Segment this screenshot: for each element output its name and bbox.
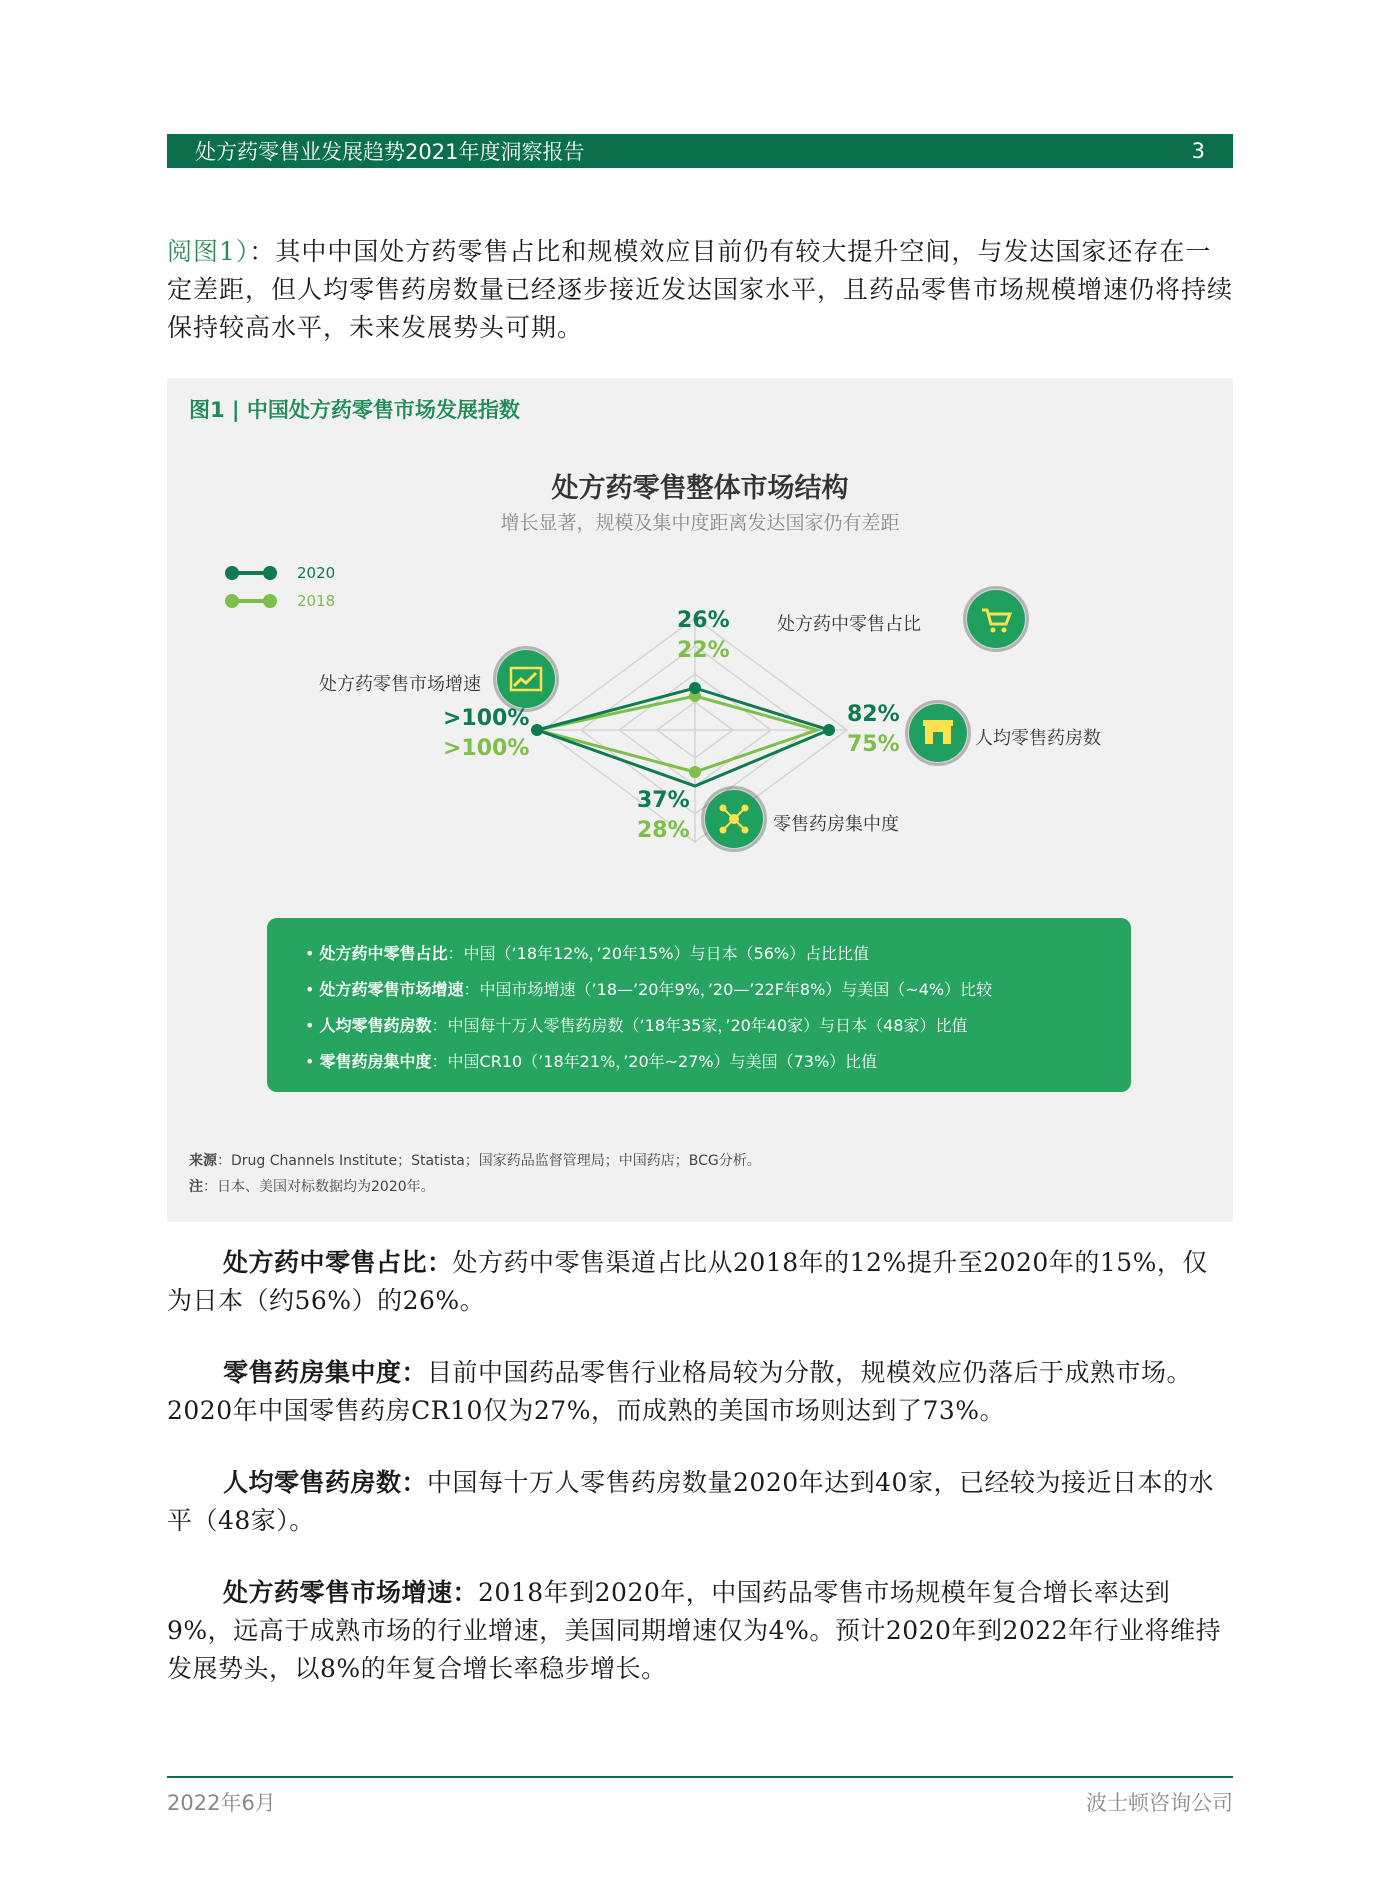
info-text: ：中国（’18年12%，’20年15%）与日本（56%）占比比值 (447, 944, 870, 963)
info-item: • 处方药零售市场增速：中国市场增速（’18—’20年9%，’20—’22F年8%）与美国（~4%）比较 (305, 980, 993, 999)
header-bar (167, 134, 1233, 168)
concentration-label: 零售药房集中度 (773, 814, 899, 835)
source-line (189, 1150, 761, 1170)
radar-point-2018-concentration (689, 766, 701, 778)
paragraph-text: 中国每十万人零售药房数量2020年达到40家，已经较为接近日本的水平（48家）。 (167, 1468, 1214, 1535)
info-item: • 人均零售药房数：中国每十万人零售药房数（’18年35家，’20年40家）与日本（48家）比值 (305, 1016, 968, 1035)
chart-title: 处方药零售整体市场结构 (551, 473, 849, 504)
cart-icon (967, 590, 1025, 648)
radar-series-2018 (537, 696, 817, 772)
legend-label-2018: 2018 (297, 592, 336, 610)
note-line (189, 1176, 435, 1196)
intro-paragraph (167, 233, 1233, 347)
chart-subtitle: 增长显著，规模及集中度距离发达国家仍有差距 (500, 512, 900, 534)
paragraph-text: 2018年到2020年，中国药品零售市场规模年复合增长率达到9%，远高于成熟市场的行业增速，美国同期增速仅为4%。预计2020年到2022年行业将维持发展势头，以8%的年复合增长率稳步增长。 (167, 1578, 1222, 1683)
pharmacy-icon-glyph (909, 704, 967, 762)
concentration-value-2018: 28% (637, 818, 690, 843)
growth-chart-icon-glyph (497, 650, 555, 708)
report-title: 处方药零售业发展趋势2021年度洞察报告 (195, 140, 585, 164)
growth-chart-icon (497, 650, 555, 708)
growth-value-2020: >100% (443, 706, 530, 731)
paragraph-share (167, 1244, 1233, 1320)
paragraph-concentration (167, 1354, 1233, 1430)
share-label: 处方药中零售占比 (777, 614, 921, 635)
density-label: 人均零售药房数 (975, 728, 1101, 749)
cart-icon-glyph (967, 590, 1025, 648)
info-key: 人均零售药房数 (319, 1016, 432, 1035)
info-text: ：中国市场增速（’18—’20年9%，’20—’22F年8%）与美国（~4%）比较 (463, 980, 993, 999)
share-value-2018: 22% (677, 638, 730, 663)
growth-label: 处方药零售市场增速 (319, 674, 481, 695)
paragraph-heading: 处方药零售市场增速： (223, 1578, 479, 1607)
figure-panel (167, 378, 1233, 1222)
paragraph-density (167, 1464, 1233, 1540)
footer-divider (167, 1776, 1233, 1778)
density-value-2020: 82% (847, 702, 900, 727)
paragraph-growth (167, 1574, 1233, 1688)
paragraph-text: 目前中国药品零售行业格局较为分散，规模效应仍落后于成熟市场。2020年中国零售药房CR10仅为27%，而成熟的美国市场则达到了73%。 (167, 1358, 1193, 1425)
pharmacy-icon (909, 704, 967, 762)
paragraph-heading: 处方药中零售占比： (223, 1248, 453, 1277)
density-value-2018: 75% (847, 732, 900, 757)
radar-point-2020-growth (531, 724, 543, 736)
footer-company: 波士顿咨询公司 (1086, 1791, 1233, 1815)
info-text: ：中国每十万人零售药房数（’18年35家，’20年40家）与日本（48家）比值 (431, 1016, 968, 1035)
info-item: • 零售药房集中度：中国CR10（’18年21%，’20年~27%）与美国（73%）比值 (305, 1052, 878, 1071)
page-number: 3 (1191, 139, 1205, 163)
info-box (267, 918, 1131, 1092)
info-key: 处方药中零售占比 (319, 944, 448, 963)
note-text: ：日本、美国对标数据均为2020年。 (203, 1179, 435, 1195)
radar-point-2020-density (823, 724, 835, 736)
share-value-2020: 26% (677, 608, 730, 633)
footer-date: 2022年6月 (167, 1791, 276, 1815)
legend-label-2020: 2020 (297, 564, 336, 582)
figure-reference: 阅图1） (167, 237, 250, 266)
info-text: ：中国CR10（’18年21%，’20年~27%）与美国（73%）比值 (431, 1052, 878, 1071)
figure-label: 图1 | 中国处方药零售市场发展指数 (189, 398, 520, 422)
source-text: ：Drug Channels Institute；Statista；国家药品监督管理局；中国药店；BCG分析。 (217, 1153, 761, 1169)
paragraph-text: 处方药中零售渠道占比从2018年的12%提升至2020年的15%，仅为日本（约56%）的26%。 (167, 1248, 1208, 1315)
info-key: 零售药房集中度 (319, 1052, 432, 1071)
intro-text: ：其中中国处方药零售占比和规模效应目前仍有较大提升空间，与发达国家还存在一定差距，但人均零售药房数量已经逐步接近发达国家水平，且药品零售市场规模增速仍将持续保持较高水平，未来发展势头可期。 (167, 237, 1234, 342)
concentration-value-2020: 37% (637, 788, 690, 813)
source-label: 来源 (189, 1153, 217, 1169)
info-item: • 处方药中零售占比：中国（’18年12%，’20年15%）与日本（56%）占比比值 (305, 944, 870, 963)
info-key: 处方药零售市场增速 (319, 980, 464, 999)
radar-point-2020-share (689, 682, 701, 694)
network-icon (705, 790, 763, 848)
paragraph-heading: 人均零售药房数： (223, 1468, 428, 1497)
network-icon-glyph (705, 790, 763, 848)
note-label: 注 (189, 1179, 203, 1195)
paragraph-heading: 零售药房集中度： (223, 1358, 428, 1387)
growth-value-2018: >100% (443, 736, 530, 761)
